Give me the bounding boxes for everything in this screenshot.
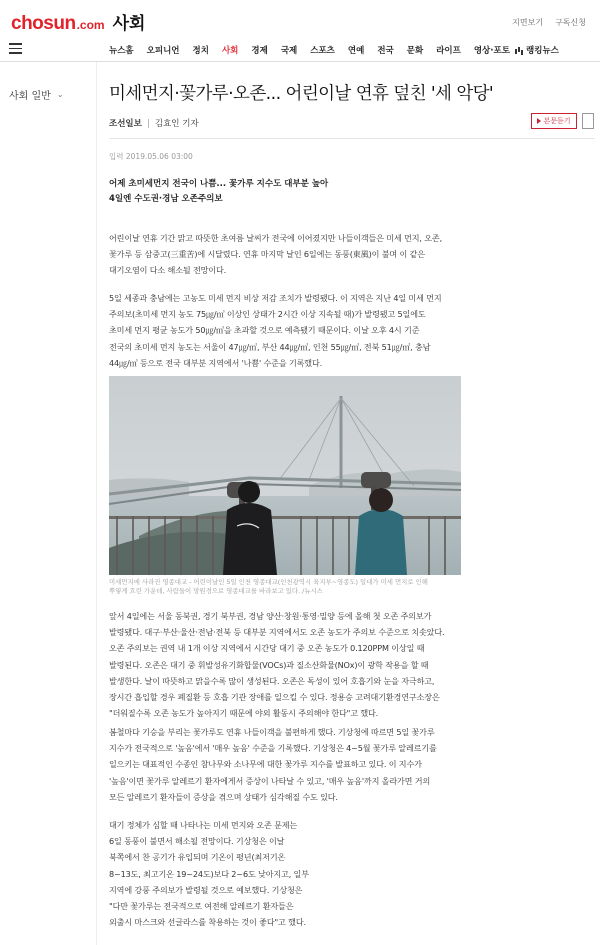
body-paragraph [109, 817, 324, 930]
caption-line: 미세먼지에 사라진 영종대교 - 어린이날인 5일 인천 영종대교(인천광역시 육지부~영종도) 일대가 미세 먼지로 인해 [109, 578, 428, 586]
nav-items [109, 44, 510, 56]
body-line: 일으키는 대표적인 수종인 참나무와 소나무에 대한 꽃가루 지수를 발표하고 있다. 이 지수가 [109, 759, 422, 770]
nav-item-culture[interactable]: 문화 [406, 46, 424, 56]
body-line: 5일 세종과 충남에는 고농도 미세 먼지 비상 저감 조치가 발령됐다. 이 지역은 지난 4일 미세 먼지 [109, 293, 442, 303]
byline-source[interactable]: 조선일보 [109, 119, 142, 129]
nav-item-international[interactable]: 국제 [280, 46, 298, 56]
body-line: 지수가 전국적으로 '높음'에서 '매우 높음' 수준을 기록했다. 기상청은 4~5월 꽃가루 알레르기를 [109, 743, 437, 754]
body-line: '높음'이면 꽃가루 알레르기 환자에게서 증상이 나타날 수 있고, '매우 높음'까지 올라가면 거의 [109, 775, 431, 786]
nav-item-news-home[interactable]: 뉴스홈 [109, 46, 134, 56]
article-subheads [109, 177, 328, 207]
body-line: 지역에 강풍 주의보가 발령될 것으로 예보했다. 기상청은 [109, 884, 303, 895]
body-line: 외출시 마스크와 선글라스를 착용하는 것이 좋다"고 했다. [109, 917, 306, 928]
body-paragraph [109, 724, 469, 805]
site-logo[interactable] [11, 9, 145, 35]
body-line: 북쪽에서 찬 공기가 유입되며 기온이 평년(최저기온 [109, 852, 286, 863]
subhead-line: 어제 초미세먼지 전국이 나쁨... 꽃가루 지수도 대부분 높아 [109, 179, 329, 189]
ranking-bars-icon [515, 46, 523, 54]
header-rule [109, 138, 595, 139]
subhead-line: 4일엔 수도권·경남 오존주의보 [109, 194, 223, 204]
nav-item-society[interactable]: 사회 [221, 46, 239, 56]
nav-item-sports[interactable]: 스포츠 [310, 46, 335, 56]
nav-item-politics[interactable]: 정치 [192, 46, 209, 56]
body-line: 발령된다. 오존은 대기 중 휘발성유기화합물(VOCs)과 질소산화물(NOx)이 광학 작용을 할 때 [109, 659, 429, 670]
ranking-news-label: 랭킹뉴스 [526, 46, 559, 56]
body-line: "다만 꽃가루는 전국적으로 여전해 알레르기 환자들은 [109, 901, 294, 912]
body-paragraph [109, 230, 469, 279]
body-line: 대기 정체가 심할 때 나타나는 미세 먼지와 오존 문제는 [109, 820, 298, 830]
bridge-photo-illustration [109, 376, 461, 575]
body-line: 발령됐다. 대구·부산·울산·전남·전북 등 대부분 지역에서도 오존 농도가 주의보 수준으로 치솟았다. [109, 627, 445, 638]
sidebar-category-label: 사회 일반 [9, 91, 51, 102]
body-line: 주의보(초미세 먼지 농도 75㎍/㎥ 이상인 상태가 2시간 이상 지속될 때)가 발령됐고 5일에도 [109, 309, 426, 320]
caption-line: 뿌옇게 흐린 가운데, 사람들이 망원경으로 영종대교를 바라보고 있다. /뉴시스 [109, 587, 323, 595]
play-icon [537, 118, 541, 124]
hamburger-menu-icon[interactable] [9, 43, 22, 54]
column-divider [96, 62, 97, 945]
body-line: 44㎍/㎥ 등으로 전국 대부분 지역에서 '나쁨' 수준을 기록했다. [109, 357, 323, 368]
top-utility-links [512, 17, 586, 28]
nav-item-ranking-news[interactable] [515, 44, 559, 56]
photo-caption [109, 578, 469, 596]
body-line: 전국의 초미세 먼지 농도는 서울이 47㎍/㎥, 부산 44㎍/㎥, 인천 55㎍/㎥, 전북 51㎍/㎥, 충남 [109, 341, 431, 352]
body-line: 발생한다. 날이 따뜻하고 맑을수록 많이 생성된다. 오존은 독성이 있어 호흡기와 눈을 자극하고, [109, 675, 435, 686]
main-nav [0, 36, 600, 62]
article-headline: 미세먼지·꽃가루·오존... 어린이날 연휴 덮친 '세 악당' [109, 84, 494, 104]
logo-dotcom: .com [76, 18, 105, 32]
body-line: "더워질수록 오존 농도가 높아지기 때문에 야외 활동시 주의해야 한다"고 했다. [109, 708, 379, 719]
chevron-down-icon: ⌄ [56, 90, 64, 99]
body-line: 꽃가루 등 삼중고(三重苦)에 시달렸다. 연휴 마지막 날인 6일에는 동풍(東風)이 불며 이 같은 [109, 249, 425, 260]
body-line: 6일 동풍이 불면서 해소될 전망이다. 기상청은 이날 [109, 836, 285, 847]
byline-reporter[interactable]: 김효인 기자 [154, 119, 199, 129]
body-line: 8~13도, 최고기온 19~24도)보다 2~6도 낮아지고, 일부 [109, 868, 309, 879]
article-photo[interactable] [109, 376, 461, 575]
byline-separator [148, 119, 149, 128]
body-line: 대기오염이 다소 해소될 전망이다. [109, 265, 227, 276]
body-line: 초미세 먼지 평균 농도가 50㎍/㎥을 초과할 것으로 예측됐기 때문이다. 이날 오후 4시 기준 [109, 325, 420, 336]
nav-item-economy[interactable]: 경제 [251, 46, 268, 56]
body-line: 모든 알레르기 환자들이 증상을 겪으며 상태가 심각해질 수도 있다. [109, 791, 338, 802]
listen-article-button[interactable] [531, 113, 577, 129]
nav-item-video-photo[interactable]: 영상·포토 [473, 46, 510, 56]
publish-date: 입력 2019.05.06 03:00 [109, 152, 193, 161]
top-header [0, 0, 600, 36]
newspaper-view-link[interactable]: 지면보기 [512, 18, 544, 27]
nav-item-life[interactable]: 라이프 [436, 46, 461, 56]
section-title[interactable]: 사회 [112, 14, 146, 34]
nav-item-opinion[interactable]: 오피니언 [146, 46, 180, 56]
body-line: 장시간 흡입할 경우 폐질환 등 호흡 기관 장애를 일으킬 수 있다. 정용승 고려대기환경연구소장은 [109, 692, 440, 703]
sidebar-category-dropdown[interactable] [9, 87, 64, 102]
listen-label: 본문듣기 [543, 117, 571, 125]
byline [109, 117, 199, 129]
body-line: 오존 주의보는 권역 내 1개 이상 지역에서 시간당 대기 중 오존 농도가 0.120PPM 이상일 때 [109, 643, 425, 654]
logo-wordmark: chosun [11, 13, 76, 34]
body-line: 봄철마다 기승을 부리는 꽃가루도 연휴 나들이객을 불편하게 했다. 기상청에 따르면 5일 꽃가루 [109, 727, 435, 737]
font-size-button[interactable] [582, 113, 594, 129]
body-paragraph [109, 290, 469, 371]
body-paragraph [109, 608, 469, 721]
body-line: 앞서 4일에는 서울 동북권, 경기 북부권, 경남 양산·창원·통영·밀양 등에 올해 첫 오존 주의보가 [109, 611, 432, 621]
nav-item-regional[interactable]: 전국 [377, 46, 394, 56]
nav-item-entertainment[interactable]: 연예 [347, 46, 365, 56]
subscribe-link[interactable]: 구독신청 [555, 18, 586, 27]
body-line: 어린이날 연휴 기간 맑고 따뜻한 초여름 날씨가 전국에 이어졌지만 나들이객들은 미세 먼지, 오존, [109, 233, 442, 243]
